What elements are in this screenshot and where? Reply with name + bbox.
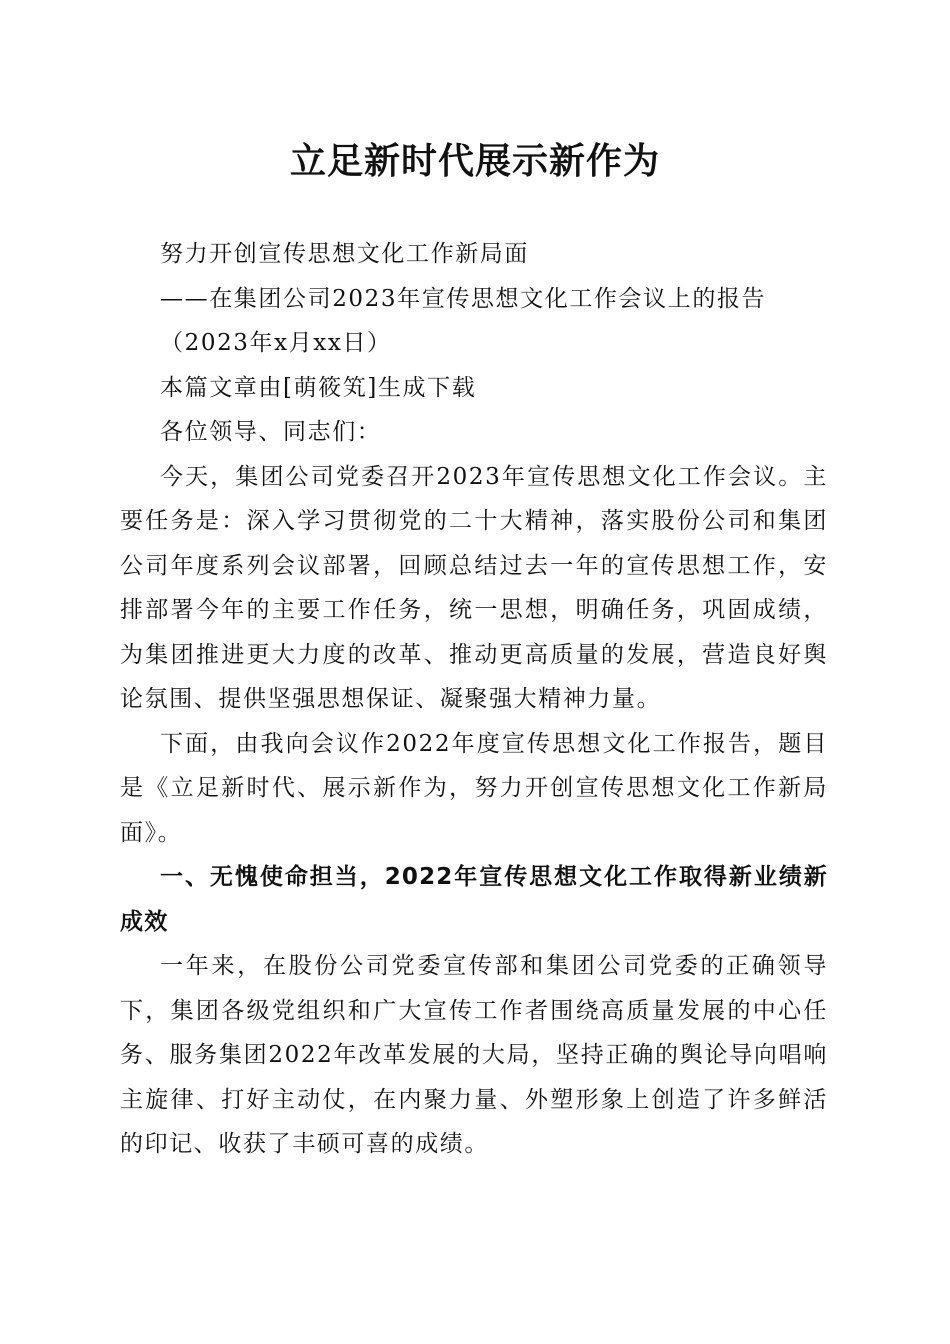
section-heading: 一、无愧使命担当，2022年宣传思想文化工作取得新业绩新成效 xyxy=(120,864,828,935)
paragraph-intro: 今天，集团公司党委召开2023年宣传思想文化工作会议。主要任务是：深入学习贯彻党的二十大精神，落实股份公司和集团公司年度系列会议部署，回顾总结过去一年的宣传思想工作，安排部署今年的主要工作任务，统一思想，明确任务，巩固成绩，为集团推进更大力度的改革、推动更高质量的发展，营造良好舆论氛围、提供坚强思想保证、凝聚强大精神力量。 xyxy=(120,463,828,712)
document-body xyxy=(120,232,828,1167)
subtitle: 努力开创宣传思想文化工作新局面 xyxy=(160,241,529,267)
paragraph-report-topic: 下面，由我向会议作2022年度宣传思想文化工作报告，题目是《立足新时代、展示新作为，努力开创宣传思想文化工作新局面》。 xyxy=(120,730,828,846)
report-date: （2023年x月xx日） xyxy=(160,330,392,356)
subtitle-note: ——在集团公司2023年宣传思想文化工作会议上的报告 xyxy=(160,285,767,312)
source-note: 本篇文章由[萌筱笂]生成下载 xyxy=(160,374,477,401)
section-paragraph: 一年来，在股份公司党委宣传部和集团公司党委的正确领导下，集团各级党组织和广大宣传工作者围绕高质量发展的中心任务、服务集团2022年改革发展的大局，坚持正确的舆论导向唱响主旋律、打好主动仗，在内聚力量、外塑形象上创造了许多鲜活的印记、收获了丰硕可喜的成绩。 xyxy=(120,953,828,1157)
salutation: 各位领导、同志们： xyxy=(160,419,382,445)
document-title: 立足新时代展示新作为 xyxy=(289,140,660,182)
